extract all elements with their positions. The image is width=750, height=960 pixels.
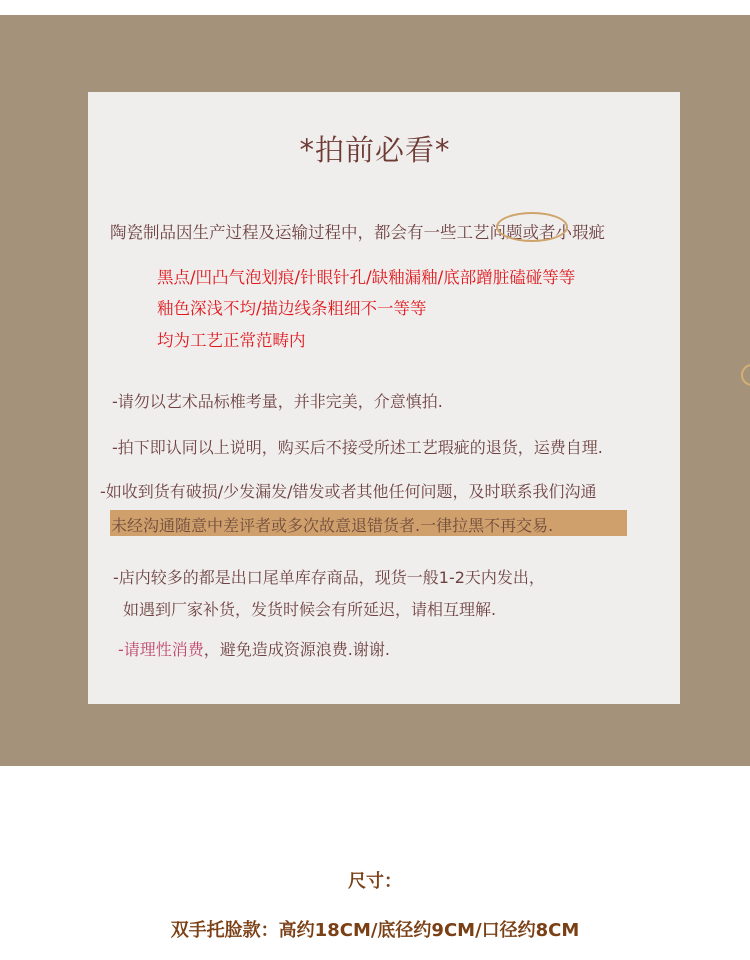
defect-list-2: 釉色深浅不均/描边线条粗细不一等等 xyxy=(157,299,427,318)
defect-list-3: 均为工艺正常范畴内 xyxy=(157,331,306,350)
highlight-circle xyxy=(496,212,568,242)
rule-damage-contact: -如收到货有破损/少发漏发/错发或者其他任何问题，及时联系我们沟通 xyxy=(100,482,597,501)
intro-text: 陶瓷制品因生产过程及运输过程中，都会有一些工艺问题或者小瑕疵 xyxy=(110,223,605,242)
rule-shipping-2: 如遇到厂家补货，发货时候会有所延迟，请相互理解. xyxy=(123,600,497,619)
rule-rational-prefix: -请理性消费 xyxy=(118,640,204,659)
size-value: 双手托脸款：高约18CM/底径约9CM/口径约8CM xyxy=(170,920,580,941)
rule-agreement: -拍下即认同以上说明，购买后不接受所述工艺瑕疵的退货，运费自理. xyxy=(112,438,603,457)
rule-rational xyxy=(118,637,390,660)
rule-rational-rest: ，避免造成资源浪费.谢谢. xyxy=(203,640,390,659)
rule-shipping-1: -店内较多的都是出口尾单库存商品，现货一般1-2天内发出， xyxy=(113,568,545,587)
size-label: 尺寸： xyxy=(348,871,402,892)
notice-title: *拍前必看* xyxy=(299,133,451,167)
defect-list-1: 黑点/凹凸气泡划痕/针眼针孔/缺釉漏釉/底部蹭脏磕碰等等 xyxy=(157,268,576,287)
rule-blacklist: 未经沟通随意中差评者或多次故意退错货者.一律拉黑不再交易. xyxy=(111,516,554,535)
rule-art-standard: -请勿以艺术品标椎考量，并非完美，介意慎拍. xyxy=(112,392,443,411)
